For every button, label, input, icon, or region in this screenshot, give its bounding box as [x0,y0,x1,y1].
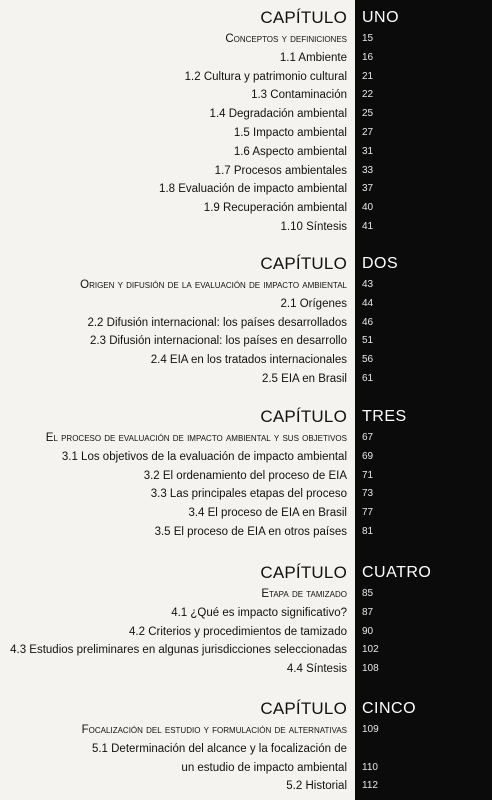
entry-title: 4.4 Síntesis [286,663,347,676]
entry-title: 5.1 Determinación del alcance y la focalización de [91,742,347,755]
chapter-number: TRES [362,408,407,425]
entry-page-number: 51 [362,335,374,347]
entry-title: Focalización del estudio y formulación de alternativas [81,724,347,736]
toc-entry[interactable] [0,604,492,622]
entry-title: 5.2 Historial [286,780,347,793]
entry-title: 1.10 Síntesis [280,221,347,233]
entry-title: 1.4 Degradación ambiental [209,108,347,121]
toc-entry[interactable] [0,68,492,86]
entry-page-number: 102 [362,644,379,656]
toc-entry[interactable] [0,370,492,388]
entry-page-number: 77 [362,507,374,519]
chapter-label: CAPÍTULO [260,407,347,426]
entry-page-number: 21 [362,70,374,82]
entry-title: un estudio de impacto ambiental [181,761,347,774]
toc-entry[interactable] [0,143,492,161]
entry-title: 4.3 Estudios preliminares en algunas jurisdicciones seleccionadas [10,644,347,657]
entry-title: 1.3 Contaminación [251,89,347,102]
entry-page-number: 27 [362,127,374,138]
entry-title: 1.5 Impacto ambiental [233,127,347,139]
chapter-number: DOS [362,255,399,272]
entry-page-number: 109 [362,724,379,735]
chapter-title-entry[interactable] [0,276,492,294]
entry-title: 1.9 Recuperación ambiental [203,202,347,215]
chapter-label: CAPÍTULO [260,563,347,582]
entry-page-number: 40 [362,202,374,214]
entry-title: 1.2 Cultura y patrimonio cultural [184,70,347,83]
chapter-title-entry[interactable] [0,721,492,739]
entry-page-number: 46 [362,316,374,328]
entry-title: 3.1 Los objetivos de la evaluación de impacto ambiental [61,450,347,463]
toc-entry[interactable] [0,467,492,485]
entry-title: 1.8 Evaluación de impacto ambiental [159,183,347,196]
entry-title: Etapa de tamizado [261,588,347,600]
entry-page-number: 85 [362,588,374,599]
chapter-label: CAPÍTULO [260,8,347,27]
toc-entry[interactable] [0,641,492,659]
toc-entry[interactable] [0,218,492,236]
chapter-number: CUATRO [362,564,432,581]
entry-title: 4.1 ¿Qué es impacto significativo? [171,606,347,619]
entry-title: Origen y difusión de la evaluación de impacto ambiental [80,279,347,291]
entry-page-number: 90 [362,625,374,637]
toc-entry[interactable] [0,523,492,541]
entry-title: 1.1 Ambiente [279,51,347,64]
toc-entry[interactable] [0,777,492,795]
chapter-header [0,252,492,276]
entry-page-number: 81 [362,526,374,537]
entry-page-number: 22 [362,89,374,101]
toc-entry[interactable] [0,740,492,758]
chapter-number: UNO [362,9,400,26]
entry-page-number: 108 [362,663,379,675]
entry-title: 3.5 El proceso de EIA en otros países [154,526,347,538]
entry-page-number: 67 [362,432,374,443]
entry-page-number: 15 [362,33,374,44]
toc-entry[interactable] [0,485,492,503]
entry-page-number: 69 [362,450,374,462]
toc-entry[interactable] [0,332,492,350]
chapter-label: CAPÍTULO [260,254,347,273]
toc-entry[interactable] [0,660,492,678]
entry-page-number: 71 [362,469,374,481]
toc-entry[interactable] [0,199,492,217]
toc-entry[interactable] [0,623,492,641]
entry-title: 2.2 Difusión internacional: los países desarrollados [87,316,347,329]
toc-entry[interactable] [0,295,492,313]
toc-entry[interactable] [0,180,492,198]
toc-entry[interactable] [0,351,492,369]
chapter-header [0,405,492,429]
entry-title: 2.3 Difusión internacional: los países en desarrollo [90,335,347,348]
entry-title: 3.4 El proceso de EIA en Brasil [188,507,347,520]
entry-page-number: 41 [362,221,374,232]
entry-page-number: 16 [362,51,374,63]
entry-title: Conceptos y definiciones [225,33,347,45]
entry-title: 3.2 El ordenamiento del proceso de EIA [143,469,347,482]
entry-page-number: 44 [362,297,374,309]
chapter-title-entry[interactable] [0,585,492,603]
entry-page-number: 43 [362,279,374,290]
entry-page-number: 110 [362,761,378,773]
toc-entry[interactable] [0,759,492,777]
entry-title: 4.2 Criterios y procedimientos de tamizado [129,625,347,638]
chapter-title-entry[interactable] [0,30,492,48]
toc-entry[interactable] [0,314,492,332]
entry-page-number: 61 [362,373,374,384]
chapter-header [0,697,492,721]
chapter-number: CINCO [362,700,417,717]
chapter-header [0,561,492,585]
toc-entry[interactable] [0,504,492,522]
entry-page-number: 31 [362,145,374,157]
toc-entry[interactable] [0,105,492,123]
entry-page-number: 33 [362,164,374,176]
entry-page-number: 37 [362,183,374,195]
toc-entry[interactable] [0,49,492,67]
entry-page-number: 112 [362,780,378,792]
toc-entry[interactable] [0,124,492,142]
entry-page-number: 25 [362,108,374,120]
toc-entry[interactable] [0,86,492,104]
chapter-header [0,6,492,30]
entry-title: El proceso de evaluación de impacto ambiental y sus objetivos [45,432,347,444]
entry-page-number: 73 [362,488,374,500]
entry-title: 2.4 EIA en los tratados internacionales [150,354,347,367]
chapter-title-entry[interactable] [0,429,492,447]
entry-title: 2.1 Orígenes [280,297,347,310]
chapter-label: CAPÍTULO [260,699,347,718]
toc-entry[interactable] [0,162,492,180]
entry-page-number: 56 [362,354,374,366]
entry-title: 1.7 Procesos ambientales [214,164,347,177]
toc-entry[interactable] [0,448,492,466]
entry-page-number: 87 [362,606,374,618]
entry-title: 3.3 Las principales etapas del proceso [150,488,347,501]
entry-title: 2.5 EIA en Brasil [261,373,347,385]
entry-title: 1.6 Aspecto ambiental [233,145,347,158]
